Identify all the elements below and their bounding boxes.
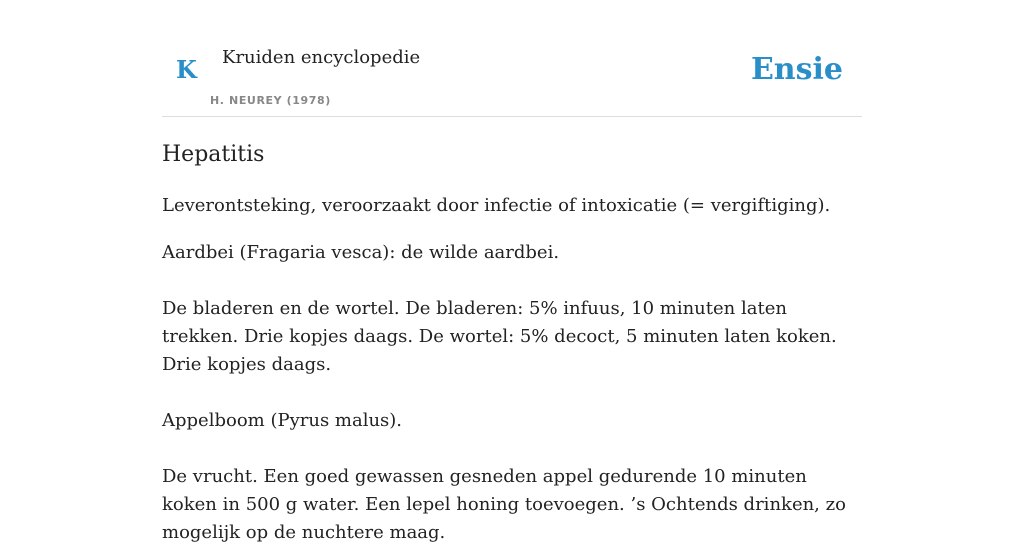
entry-title: Hepatitis bbox=[162, 142, 265, 167]
source-author: H. NEUREY (1978) bbox=[210, 94, 331, 107]
source-header bbox=[162, 0, 862, 117]
encyclopedia-logo-icon[interactable]: K bbox=[176, 55, 197, 84]
entry-paragraph: De vrucht. Een goed gewassen gesneden appel gedurende 10 minuten koken in 500 g water. Een lepel honing toevoegen. ’s Ochtends drinken, zo mogelijk op de nuchtere maag. bbox=[162, 466, 846, 543]
entry-paragraph: De bladeren en de wortel. De bladeren: 5% infuus, 10 minuten laten trekken. Drie kopjes daags. De wortel: 5% decoct, 5 minuten laten koken. Drie kopjes daags. bbox=[162, 298, 837, 375]
source-title-link[interactable]: Kruiden encyclopedie bbox=[222, 47, 421, 68]
entry-paragraph: Leverontsteking, veroorzaakt door infectie of intoxicatie (= vergiftiging). bbox=[162, 195, 831, 216]
entry-paragraph: Appelboom (Pyrus malus). bbox=[162, 410, 403, 431]
entry-paragraph: Aardbei (Fragaria vesca): de wilde aardbei. bbox=[162, 242, 560, 263]
entry-content bbox=[162, 136, 862, 547]
ensie-brand-logo[interactable]: Ensie bbox=[750, 52, 843, 87]
